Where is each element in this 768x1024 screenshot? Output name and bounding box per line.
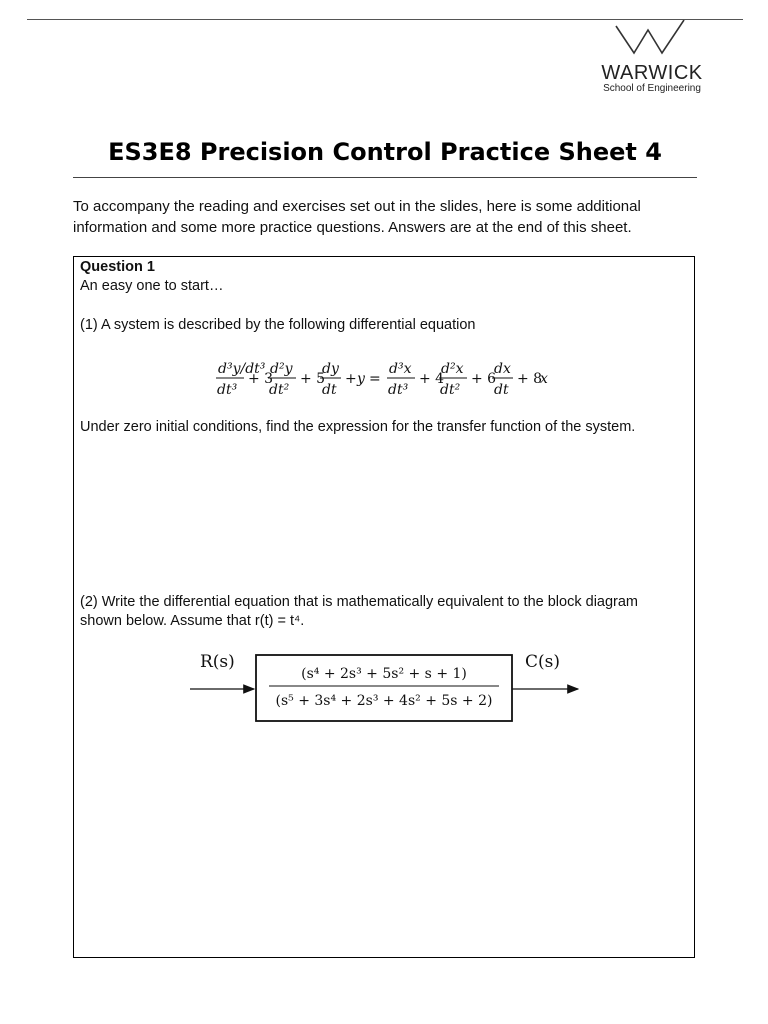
svg-text:dt³: dt³ [217, 382, 238, 398]
differential-equation [214, 357, 559, 399]
svg-text:+ 4: + 4 [419, 371, 445, 387]
svg-text:y: y [357, 371, 365, 387]
svg-text:x: x [540, 371, 548, 387]
svg-text:dt: dt [322, 382, 337, 398]
output-label: C(s) [525, 652, 560, 672]
svg-text:+: + [345, 371, 357, 387]
tf-denominator: (s⁵ + 3s⁴ + 2s³ + 4s² + 5s + 2) [275, 693, 493, 709]
svg-text:dy: dy [322, 361, 339, 377]
question-lead: An easy one to start… [80, 278, 224, 294]
svg-text:dt²: dt² [269, 382, 290, 398]
question-box [73, 256, 695, 958]
svg-text:d³x: d³x [389, 361, 412, 377]
logo-subtitle: School of Engineering [603, 83, 701, 94]
part1-question: Under zero initial conditions, find the expression for the transfer function of the system. [80, 419, 636, 435]
svg-text:=: = [369, 371, 381, 387]
svg-text:dx: dx [494, 361, 511, 377]
svg-text:dt²: dt² [440, 382, 461, 398]
intro-paragraph: To accompany the reading and exercises set out in the slides, here is some additional information and some more practice questions. Answers are at the end of this sheet. [73, 198, 641, 236]
question-heading: Question 1 [80, 259, 155, 275]
title-rule [73, 177, 697, 178]
page-title: ES3E8 Precision Control Practice Sheet 4 [108, 138, 662, 166]
svg-text:+ 5: + 5 [300, 371, 326, 387]
logo-name: WARWICK [601, 62, 703, 84]
svg-text:dt³: dt³ [388, 382, 409, 398]
svg-text:dt: dt [494, 382, 509, 398]
svg-text:+ 3: + 3 [248, 371, 274, 387]
part2-prompt-line1: (2) Write the differential equation that is mathematically equivalent to the block diagram [80, 594, 639, 610]
part2-prompt-line2: shown below. Assume that r(t) = t⁴. [80, 613, 305, 629]
svg-text:d²x: d²x [441, 361, 464, 377]
term-d3y-num: d³y/dt³ [218, 361, 266, 377]
block-diagram [184, 647, 584, 723]
warwick-logo-mark-icon [612, 20, 692, 56]
svg-text:d²y: d²y [270, 361, 293, 377]
part1-prompt: (1) A system is described by the following differential equation [80, 317, 476, 333]
tf-numerator: (s⁴ + 2s³ + 5s² + s + 1) [301, 666, 467, 682]
warwick-logo [596, 20, 712, 100]
svg-text:+ 8: + 8 [517, 371, 543, 387]
transfer-function-block [256, 655, 512, 721]
svg-text:+ 6: + 6 [471, 371, 497, 387]
input-label: R(s) [200, 652, 235, 672]
